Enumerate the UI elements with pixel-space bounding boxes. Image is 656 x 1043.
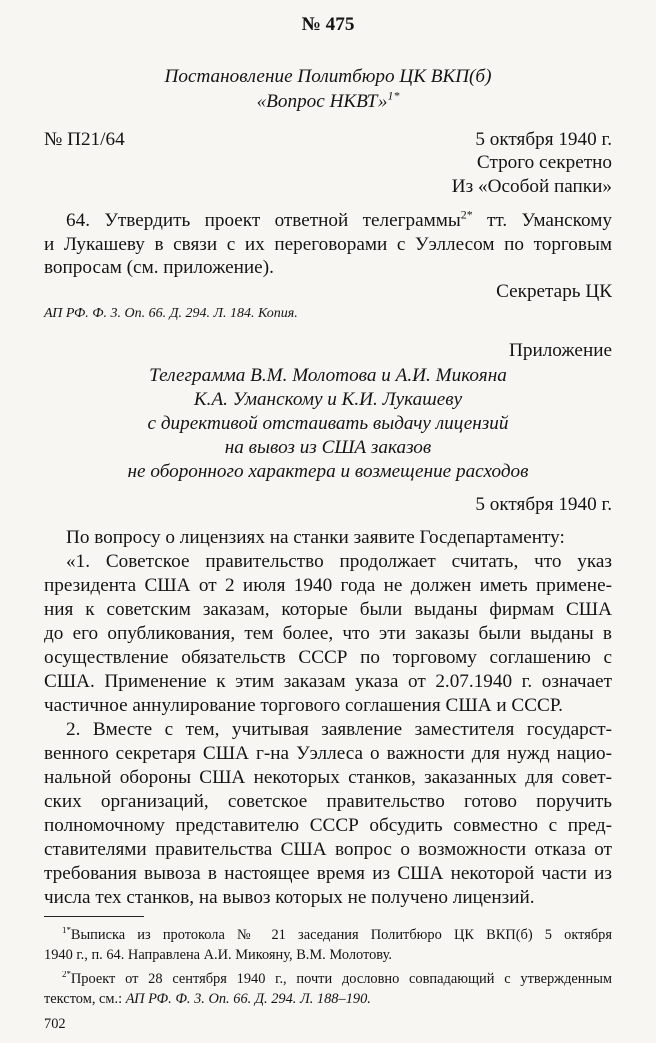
body-line: частичное аннулирование торгового соглашения США и СССР. [44, 695, 563, 716]
body-line: президента США от 2 июля 1940 года не должен иметь примене- [44, 575, 612, 596]
body-line: требования вывоза в настоящее время из США некоторой части из [44, 863, 612, 884]
body-line: осуществление обязательств СССР по торговому соглашению с [44, 647, 612, 668]
document-date: 5 октября 1940 г. [475, 129, 612, 150]
body-line: 2. Вместе с тем, учитывая заявление заместителя государст- [66, 719, 612, 740]
resolution-line-1: 64. Утвердить проект ответной телеграммы$^{2*}$ тт. Уманскому [44, 210, 612, 234]
classification-label: Строго секретно [476, 152, 612, 173]
telegram-date: 5 октября 1940 г. [475, 494, 612, 515]
resolution-line-2: и Лукашеву в связи с их переговорами с Уэллесом по торговым [44, 234, 612, 255]
body-line: «1. Советское правительство продолжает считать, что указ [66, 551, 612, 572]
footnote-2-archive-reference: АП РФ. Ф. 3. Оп. 66. Д. 294. Л. 188–190. [125, 991, 371, 1007]
footnote-marker: 1* [62, 927, 71, 936]
page-number: 702 [44, 1016, 66, 1032]
appendix-label: Приложение [509, 340, 612, 361]
telegram-title-line-1: Телеграмма В.М. Молотова и А.И. Микояна [149, 365, 507, 386]
footnote-marker: 2* [460, 210, 473, 222]
signature: Секретарь ЦК [496, 281, 612, 302]
footnote-2-line-2: текстом, см.: АП РФ. Ф. 3. Оп. 66. Д. 294. Л. 188–190. [44, 991, 371, 1007]
footnote-divider [44, 916, 144, 917]
body-line: до его опубликования, тем более, что эти заказы были выданы в [44, 623, 612, 644]
protocol-number: № П21/64 [44, 129, 125, 150]
body-line: венного секретаря США г-на Уэллеса о важности для нужд нацио- [44, 743, 612, 764]
archive-reference: АП РФ. Ф. 3. Оп. 66. Д. 294. Л. 184. Копия. [44, 306, 298, 321]
telegram-title-line-3: с директивой отстаивать выдачу лицензий [147, 413, 509, 434]
telegram-title-line-4: на вывоз из США заказов [224, 437, 432, 458]
body-line: ских организаций, советское правительство готово поручить [44, 791, 612, 812]
footnote-marker: 2* [62, 971, 71, 980]
document-title-line-1: Постановление Политбюро ЦК ВКП(б) [164, 66, 492, 87]
folder-source-label: Из «Особой папки» [451, 176, 612, 197]
body-line: ставителями правительства США вопрос о возможности отказа от [44, 839, 612, 860]
footnote-1-line-2: 1940 г., п. 64. Направлена А.И. Микояну, В.М. Молотову. [44, 947, 392, 963]
telegram-title-line-2: К.А. Уманскому и К.И. Лукашеву [193, 389, 463, 410]
telegram-title-line-5: не оборонного характера и возмещение расходов [127, 461, 529, 482]
body-line: нальной обороны США некоторых станков, заказанных для совет- [44, 767, 612, 788]
body-line: По вопросу о лицензиях на станки заявите Госдепартаменту: [66, 527, 565, 548]
document-title-line-2: «Вопрос НКВТ»$^{1*}$ [256, 88, 400, 112]
document-number: № 475 [301, 14, 355, 35]
footnote-marker: 1* [387, 88, 400, 103]
resolution-line-3: вопросам (см. приложение). [44, 257, 274, 278]
footnote-2-line-1: $^{2*}$Проект от 28 сентября 1940 г., почти дословно совпадающий с утвержденным [62, 971, 612, 987]
body-line: США. Применение к этим заказам указа от 2.07.1940 г. означает [44, 671, 612, 692]
body-line: числа тех станков, на вывоз которых не получено лицензий. [44, 887, 535, 908]
body-line: полномочному представителю СССР обсудить совместно с пред- [44, 815, 612, 836]
footnote-1-line-1: $^{1*}$Выписка из протокола № 21 заседания Политбюро ЦК ВКП(б) 5 октября [62, 927, 612, 943]
body-line: ния к советским заказам, которые были выданы фирмам США [44, 599, 612, 620]
